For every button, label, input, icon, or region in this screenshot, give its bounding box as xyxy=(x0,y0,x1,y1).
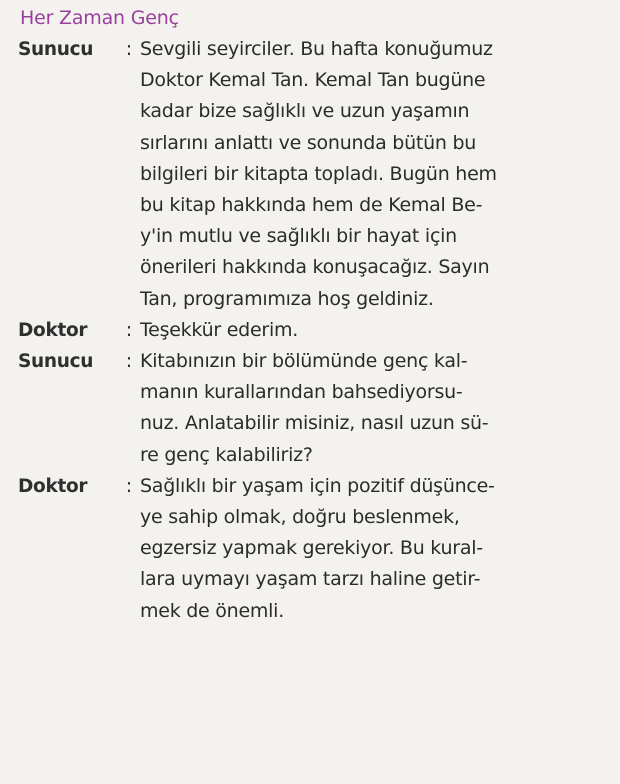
speaker-name: Doktor xyxy=(18,475,88,497)
speech-line: y'in mutlu ve sağlıklı bir hayat için xyxy=(140,225,457,248)
speaker-separator: : xyxy=(125,350,133,373)
speech-line: nuz. Anlatabilir misiniz, nasıl uzun sü- xyxy=(140,412,489,435)
dialogue-turn xyxy=(18,34,602,315)
speech-line: ye sahip olmak, doğru beslenmek, xyxy=(140,506,460,529)
speaker-name: Sunucu xyxy=(18,351,94,373)
speech-line: manın kurallarından bahsediyorsu- xyxy=(140,381,463,404)
speaker-separator: : xyxy=(125,318,133,341)
dialogue-turn xyxy=(18,346,602,471)
speech-text xyxy=(140,471,602,627)
speech-text xyxy=(140,346,602,471)
speech-line: mek de önemli. xyxy=(140,599,284,622)
speech-text xyxy=(140,34,602,315)
speech-line: Sağlıklı bir yaşam için pozitif düşünce- xyxy=(140,474,495,497)
speaker-name: Doktor xyxy=(18,319,88,341)
speech-line: önerileri hakkında konuşacağız. Sayın xyxy=(140,256,490,279)
dialogue-turn xyxy=(18,315,602,346)
speech-text xyxy=(140,315,602,346)
document-title: Her Zaman Genç xyxy=(20,7,179,29)
speech-line: Tan, programımıza hoş geldiniz. xyxy=(140,287,434,310)
speech-line: egzersiz yapmak gerekiyor. Bu kural- xyxy=(140,537,483,560)
dialogue-turn xyxy=(18,471,602,627)
dialogue xyxy=(18,34,602,627)
speech-line: Teşekkür ederim. xyxy=(140,318,299,341)
speaker-separator: : xyxy=(125,38,133,60)
speech-line: Sevgili seyirciler. Bu hafta konuğumuz xyxy=(140,38,493,60)
speech-line: bu kitap hakkında hem de Kemal Be- xyxy=(140,194,483,217)
speaker-separator: : xyxy=(125,474,133,497)
speech-line: lara uymayı yaşam tarzı haline getir- xyxy=(140,568,481,591)
speech-line: sırlarını anlattı ve sonunda bütün bu xyxy=(140,131,477,154)
speaker-name: Sunucu xyxy=(18,39,94,60)
speech-line: re genç kalabiliriz? xyxy=(140,443,313,466)
speech-line: Doktor Kemal Tan. Kemal Tan bugüne xyxy=(140,69,486,92)
speech-line: kadar bize sağlıklı ve uzun yaşamın xyxy=(140,100,470,123)
speech-line: Kitabınızın bir bölümünde genç kal- xyxy=(140,350,468,373)
speech-line: bilgileri bir kitapta topladı. Bugün hem xyxy=(140,162,497,185)
